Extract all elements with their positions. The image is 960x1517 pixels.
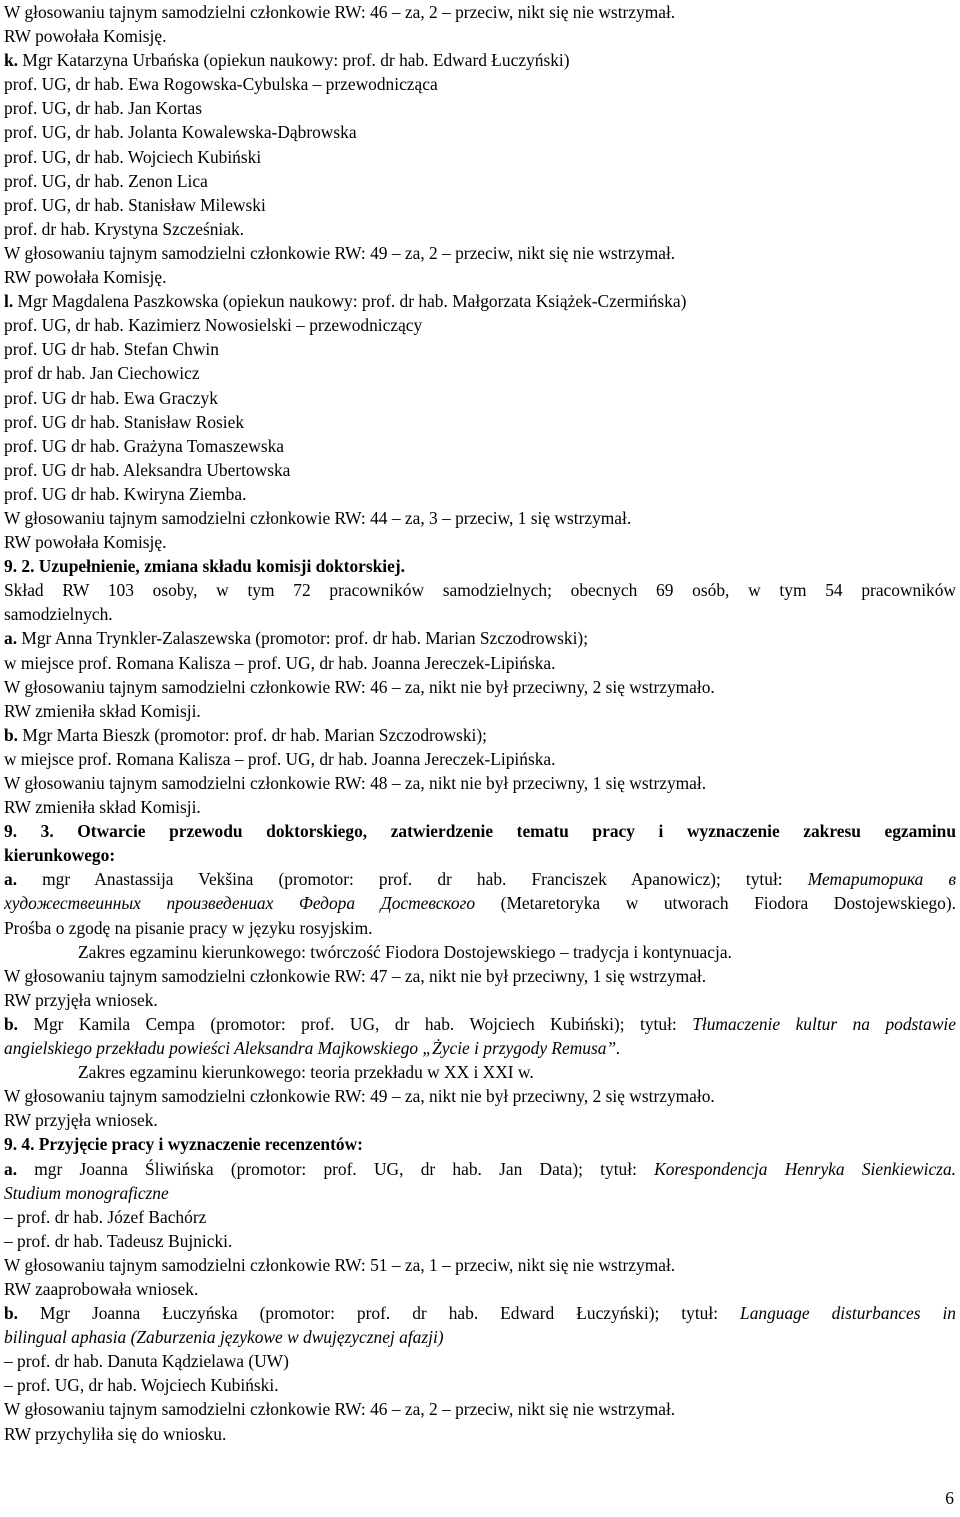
vote-result: W głosowaniu tajnym samodzielni członkowie RW: 47 – za, nikt nie był przeciwny, 1 się wstrzymał. (4, 965, 707, 986)
committee-member: prof. UG dr hab. Kwiryna Ziemba. (4, 483, 247, 504)
council-decision: RW powołała Komisję. (4, 26, 167, 47)
council-composition: Skład RW 103 osoby, w tym 72 pracowników samodzielnych; obecnych 69 osób, w tym 54 pracowników (4, 580, 956, 601)
council-decision: RW zmieniła skład Komisji. (4, 700, 201, 721)
council-decision: RW powołała Komisję. (4, 267, 167, 288)
thesis-title-cont (4, 1181, 956, 1205)
item-label: b. (4, 724, 19, 745)
committee-member: prof. UG dr hab. Stefan Chwin (4, 339, 219, 360)
candidate-text: Mgr Magdalena Paszkowska (opiekun naukowy: prof. dr hab. Małgorzata Książek-Czermińska) (13, 291, 687, 312)
council-decision: RW przychyliła się do wniosku. (4, 1423, 227, 1444)
change-text: Mgr Anna Trynkler-Zalaszewska (promotor: prof. dr hab. Marian Szczodrowski); (17, 628, 589, 649)
section-heading (4, 554, 956, 578)
committee-member: prof dr hab. Jan Ciechowicz (4, 363, 200, 384)
committee-member: prof. UG dr hab. Ewa Graczyk (4, 387, 218, 408)
acceptance-b (4, 1301, 956, 1325)
thesis-title: Tłumaczenie kultur na podstawie (692, 1013, 956, 1034)
language-request: Prośba o zgodę na pisanie pracy w języku rosyjskim. (4, 917, 373, 938)
item-label: b. (4, 1013, 19, 1034)
doctoral-a (4, 867, 956, 891)
council-decision: RW zmieniła skład Komisji. (4, 797, 201, 818)
committee-member: prof. UG dr hab. Aleksandra Ubertowska (4, 459, 291, 480)
thesis-title: angielskiego przekładu powieści Aleksandra Majkowskiego „Życie i przygody Remusa”. (4, 1038, 621, 1059)
thesis-title: Language disturbances in (740, 1303, 956, 1324)
section-heading-text: kierunkowego: (4, 845, 116, 866)
section-heading-text: 9. 4. Przyjęcie pracy i wyznaczenie recenzentów: (4, 1134, 363, 1155)
section-heading (4, 819, 956, 843)
acceptance-a (4, 1157, 956, 1181)
replacement-note: w miejsce prof. Romana Kalisza – prof. UG, dr hab. Joanna Jereczek-Lipińska. (4, 748, 556, 769)
committee-member: prof. UG dr hab. Grażyna Tomaszewska (4, 435, 284, 456)
item-label: b. (4, 1303, 19, 1324)
acceptance-text: Mgr Joanna Łuczyńska (promotor: prof. dr hab. Edward Łuczyński); tytuł: (18, 1303, 741, 1324)
committee-member: prof. UG, dr hab. Zenon Lica (4, 170, 208, 191)
thesis-title: Korespondencja Henryka Sienkiewicza. (654, 1158, 956, 1179)
exam-scope: Zakres egzaminu kierunkowego: twórczość Fiodora Dostojewskiego – tradycja i kontynuacja. (78, 941, 732, 962)
committee-member: prof. UG, dr hab. Jolanta Kowalewska-Dąbrowska (4, 122, 357, 143)
replacement-note: w miejsce prof. Romana Kalisza – prof. UG, dr hab. Joanna Jereczek-Lipińska. (4, 652, 556, 673)
thesis-title: Метариторика в (807, 869, 957, 890)
council-decision: RW przyjęła wniosek. (4, 989, 158, 1010)
vote-result: W głosowaniu tajnym samodzielni członkowie RW: 46 – za, 2 – przeciw, nikt się nie wstrzymał. (4, 2, 676, 22)
council-decision: RW przyjęła wniosek. (4, 1110, 158, 1131)
vote-result: W głosowaniu tajnym samodzielni członkowie RW: 46 – za, nikt nie był przeciwny, 2 się wstrzymało. (4, 676, 715, 697)
item-label: k. (4, 50, 19, 71)
vote-result: W głosowaniu tajnym samodzielni członkowie RW: 49 – za, nikt nie był przeciwny, 2 się wstrzymało. (4, 1086, 715, 1107)
item-label: a. (4, 628, 18, 649)
candidate-k (4, 48, 956, 72)
vote-result: W głosowaniu tajnym samodzielni członkowie RW: 44 – za, 3 – przeciw, 1 się wstrzymał. (4, 507, 632, 528)
page-number: 6 (945, 1488, 954, 1508)
doctoral-b (4, 1012, 956, 1036)
candidate-text: Mgr Katarzyna Urbańska (opiekun naukowy: prof. dr hab. Edward Łuczyński) (18, 50, 570, 71)
vote-result: W głosowaniu tajnym samodzielni członkowie RW: 51 – za, 1 – przeciw, nikt się nie wstrzymał. (4, 1254, 676, 1275)
doctoral-text: Mgr Kamila Cempa (promotor: prof. UG, dr hab. Wojciech Kubiński); tytuł: (18, 1013, 693, 1034)
doctoral-text: mgr Anastassija Vekšina (promotor: prof. dr hab. Franciszek Apanowicz); tytuł: (17, 869, 808, 890)
council-decision: RW zaaprobowała wniosek. (4, 1278, 199, 1299)
candidate-l (4, 289, 956, 313)
thesis-title-cont (4, 1036, 956, 1060)
thesis-title: художествеинных произведениах Федора Достевского (4, 893, 476, 914)
vote-result: W głosowaniu tajnym samodzielni członkowie RW: 49 – za, 2 – przeciw, nikt się nie wstrzymał. (4, 242, 676, 263)
committee-member: prof. UG, dr hab. Stanisław Milewski (4, 194, 266, 215)
change-a (4, 626, 956, 650)
council-composition-cont: samodzielnych. (4, 604, 113, 625)
committee-member: prof. UG, dr hab. Wojciech Kubiński (4, 146, 262, 167)
committee-member: prof. UG, dr hab. Jan Kortas (4, 98, 203, 119)
committee-member: prof. UG dr hab. Stanisław Rosiek (4, 411, 245, 432)
section-heading (4, 1132, 956, 1156)
item-label: l. (4, 291, 14, 312)
exam-scope: Zakres egzaminu kierunkowego: teoria przekładu w XX i XXI w. (78, 1062, 534, 1083)
section-heading-cont (4, 843, 956, 867)
reviewer: – prof. UG, dr hab. Wojciech Kubiński. (4, 1375, 279, 1396)
council-decision: RW powołała Komisję. (4, 532, 167, 553)
committee-member: prof. UG, dr hab. Ewa Rogowska-Cybulska – przewodnicząca (4, 74, 438, 95)
thesis-translation: (Metaretoryka w utworach Fiodora Dostojewskiego). (475, 893, 956, 914)
item-label: a. (4, 1158, 18, 1179)
vote-result: W głosowaniu tajnym samodzielni członkowie RW: 46 – za, 2 – przeciw, nikt się nie wstrzymał. (4, 1399, 676, 1420)
committee-member: prof. dr hab. Krystyna Szcześniak. (4, 218, 245, 239)
reviewer: – prof. dr hab. Danuta Kądzielawa (UW) (4, 1351, 289, 1372)
change-text: Mgr Marta Bieszk (promotor: prof. dr hab. Marian Szczodrowski); (18, 724, 487, 745)
reviewer: – prof. dr hab. Józef Bachórz (4, 1206, 207, 1227)
thesis-title: Studium monograficzne (4, 1182, 169, 1203)
acceptance-text: mgr Joanna Śliwińska (promotor: prof. UG, dr hab. Jan Data); tytuł: (17, 1158, 655, 1179)
change-b (4, 723, 956, 747)
thesis-title-cont (4, 1325, 956, 1349)
reviewer: – prof. dr hab. Tadeusz Bujnicki. (4, 1230, 233, 1251)
thesis-title: bilingual aphasia (Zaburzenia językowe w dwujęzycznej afazji) (4, 1327, 444, 1348)
section-heading-text: 9. 3. Otwarcie przewodu doktorskiego, zatwierdzenie tematu pracy i wyznaczenie zakresu egzaminu (4, 821, 956, 842)
vote-result: W głosowaniu tajnym samodzielni członkowie RW: 48 – za, nikt nie był przeciwny, 1 się wstrzymał. (4, 773, 707, 793)
section-heading-text: 9. 2. Uzupełnienie, zmiana składu komisji doktorskiej. (4, 556, 405, 577)
thesis-title-cont (4, 891, 956, 915)
item-label: a. (4, 869, 18, 890)
committee-member: prof. UG, dr hab. Kazimierz Nowosielski – przewodniczący (4, 315, 423, 336)
